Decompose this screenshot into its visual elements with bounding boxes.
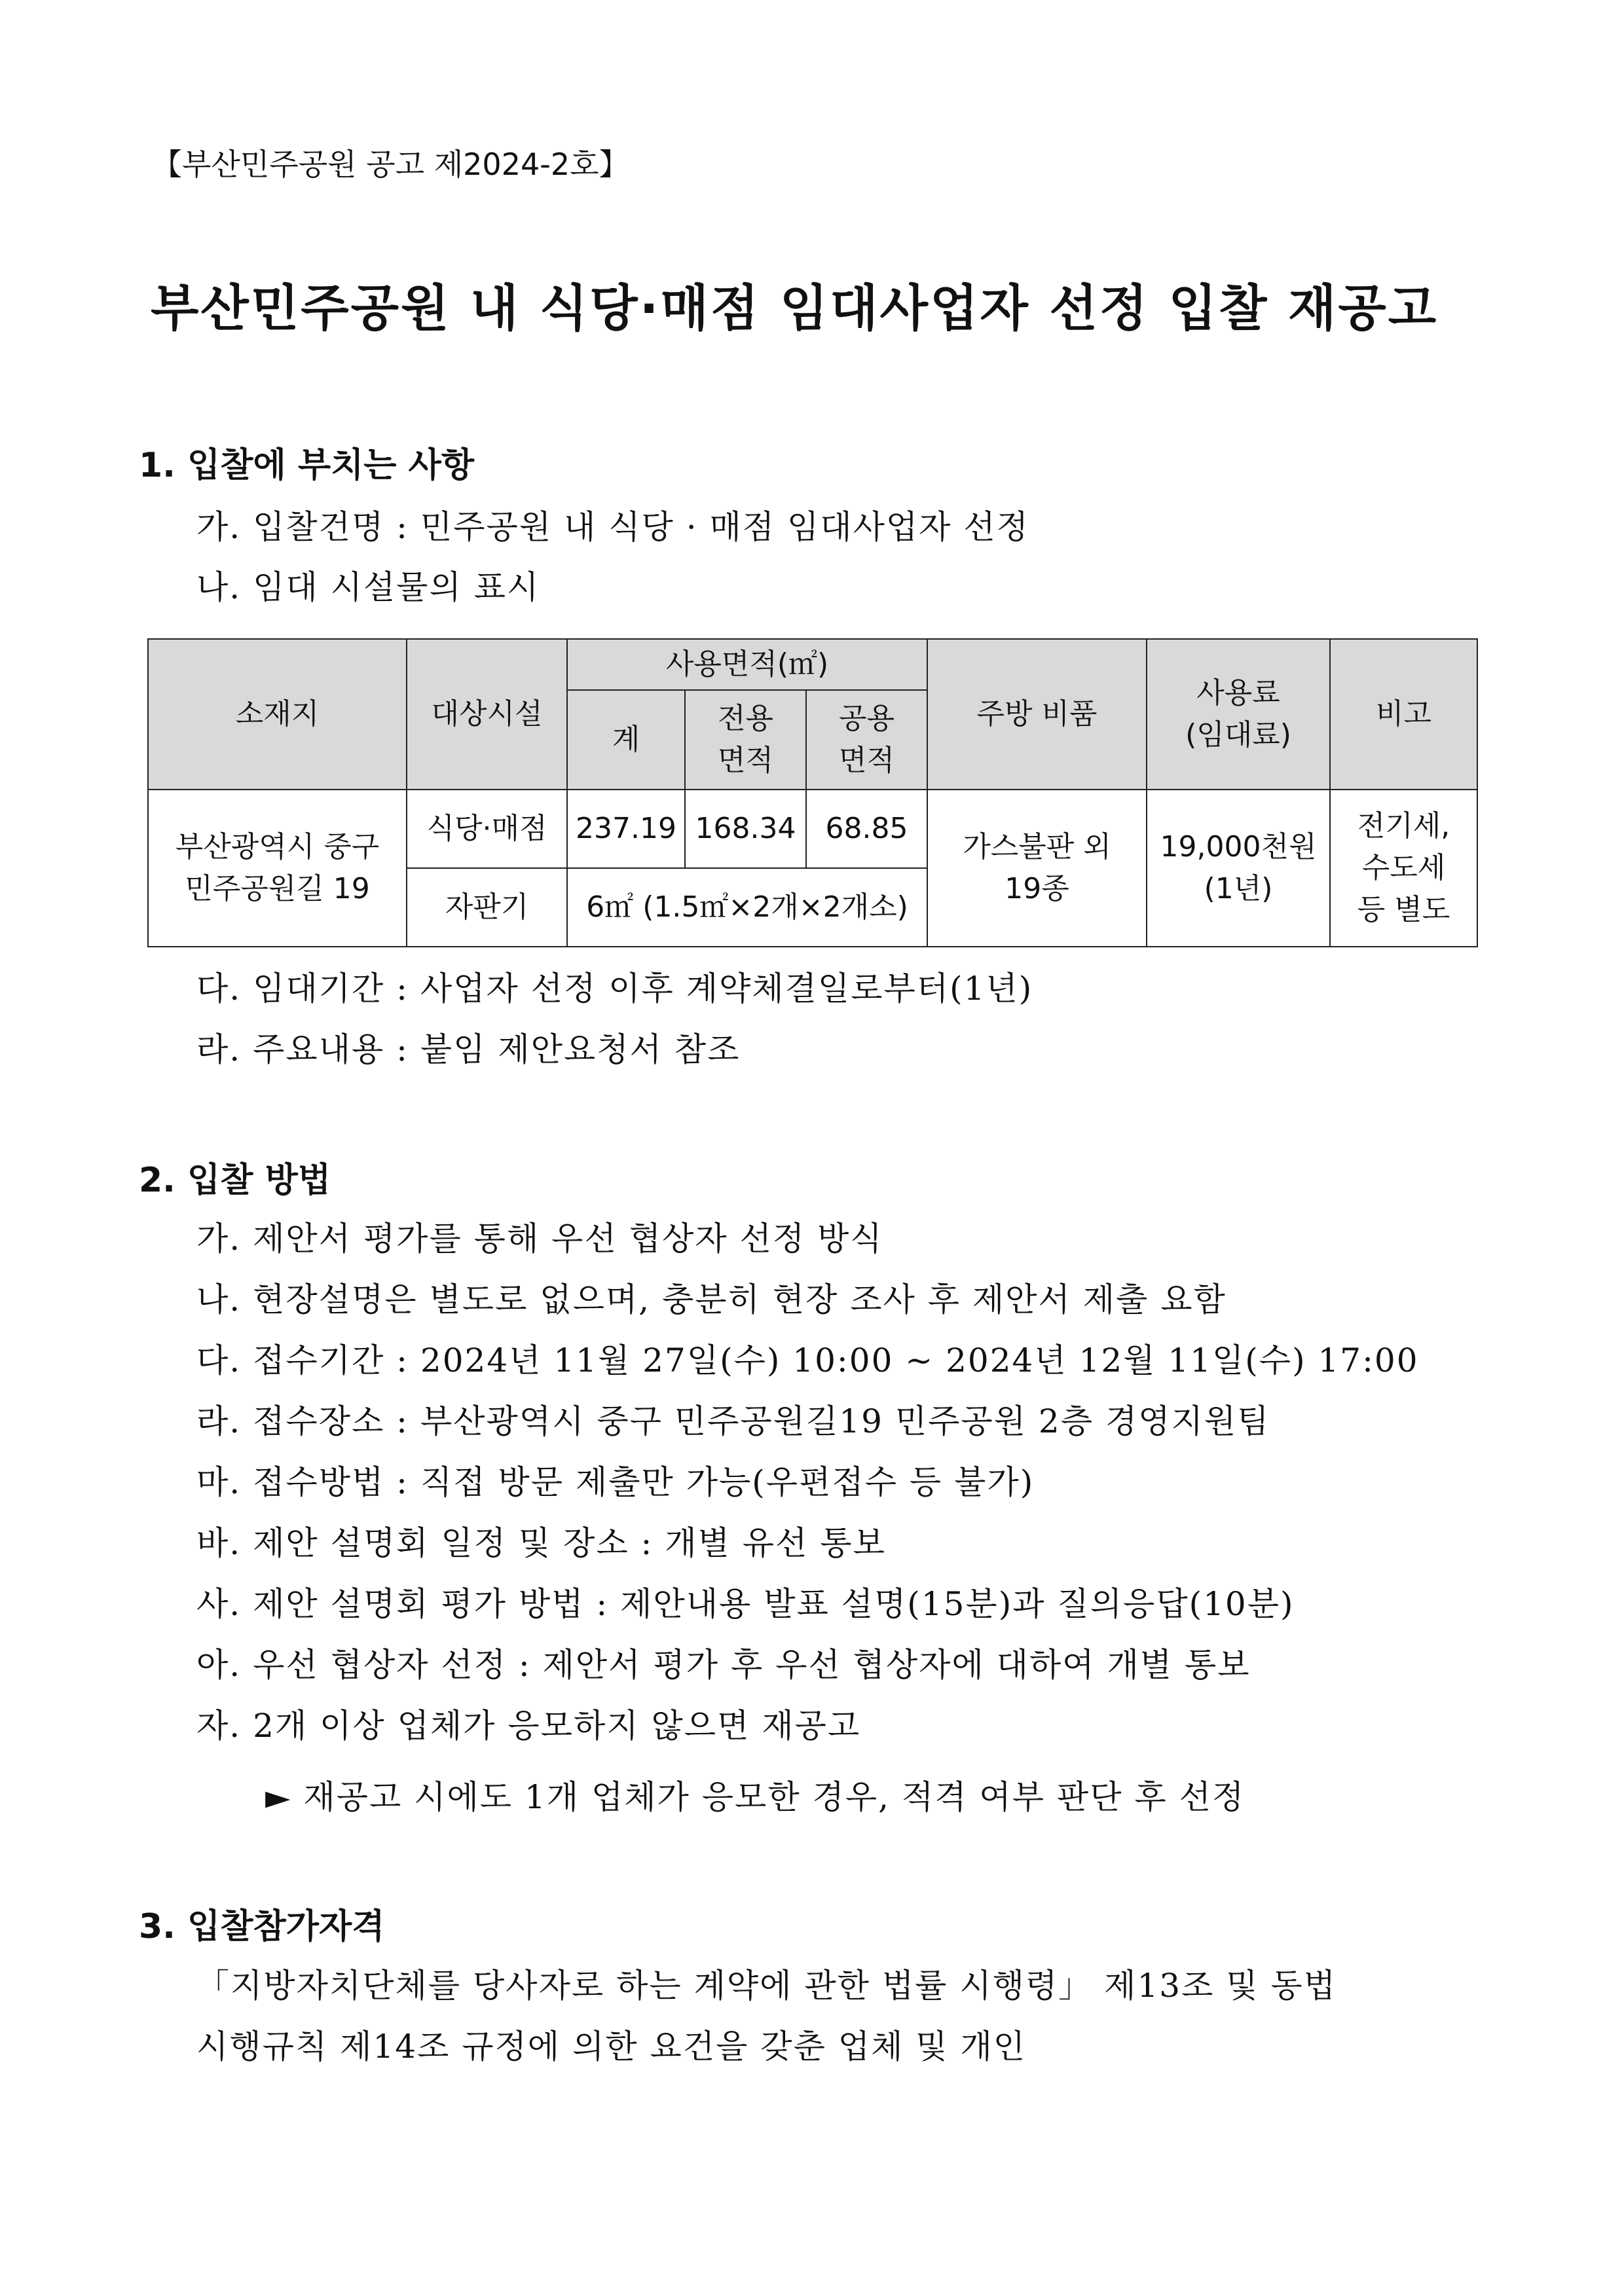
section2-item-na: 나. 현장설명은 별도로 없으며, 충분히 현장 조사 후 제안서 제출 요함 — [196, 1281, 1227, 1319]
cell-location — [148, 790, 407, 947]
header-location: 소재지 — [148, 639, 407, 790]
cell-remarks-line1: 전기세, — [1357, 809, 1450, 843]
header-common — [806, 690, 927, 790]
header-remarks: 비고 — [1330, 639, 1477, 790]
section2-item-da: 다. 접수기간 : 2024년 11월 27일(수) 10:00 ~ 2024년 12월 11일(수) 17:00 — [196, 1341, 1419, 1379]
header-total: 계 — [567, 690, 685, 790]
section1-item-da: 다. 임대기간 : 사업자 선정 이후 계약체결일로부터(1년) — [196, 970, 1033, 1008]
cell-exclusive-area: 168.34 — [685, 790, 806, 868]
section1-heading: 1. 입찰에 부치는 사항 — [139, 446, 475, 485]
section2-heading: 2. 입찰 방법 — [139, 1161, 331, 1200]
header-fee-line1: 사용료 — [1196, 676, 1280, 710]
section3-line1: 「지방자치단체를 당사자로 하는 계약에 관한 법률 시행령」 제13조 및 동법 — [196, 1967, 1337, 2005]
section2-item-ba: 바. 제안 설명회 일정 및 장소 : 개별 유선 통보 — [196, 1524, 886, 1562]
cell-location-line2: 민주공원길 19 — [185, 872, 370, 905]
section2-item-ma: 마. 접수방법 : 직접 방문 제출만 가능(우편접수 등 불가) — [196, 1463, 1035, 1501]
header-exclusive-line2: 면적 — [717, 744, 773, 777]
header-kitchen: 주방 비품 — [927, 639, 1147, 790]
cell-kitchen-line2: 19종 — [1005, 872, 1069, 905]
page-title: 부산민주공원 내 식당·매점 임대사업자 선정 입찰 재공고 — [151, 279, 1439, 337]
cell-common-area: 68.85 — [806, 790, 927, 868]
facility-table — [147, 638, 1478, 947]
cell-fee — [1147, 790, 1330, 947]
cell-fee-line2: (1년) — [1204, 872, 1273, 905]
cell-facility-restaurant: 식당·매점 — [407, 790, 567, 868]
cell-remarks — [1330, 790, 1477, 947]
section1-item-ra: 라. 주요내용 : 붙임 제안요청서 참조 — [196, 1030, 741, 1068]
header-common-line2: 면적 — [838, 744, 895, 777]
section2-item-sa: 사. 제안 설명회 평가 방법 : 제안내용 발표 설명(15분)과 질의응답(10분) — [196, 1585, 1295, 1623]
section3-line2: 시행규칙 제14조 규정에 의한 요건을 갖춘 업체 및 개인 — [196, 2028, 1027, 2066]
cell-total-area: 237.19 — [567, 790, 685, 868]
notice-number: 【부산민주공원 공고 제2024-2호】 — [152, 147, 629, 182]
cell-location-line1: 부산광역시 중구 — [175, 830, 380, 864]
header-exclusive — [685, 690, 806, 790]
section3-heading: 3. 입찰참가자격 — [139, 1907, 385, 1946]
header-fee-line2: (임대료) — [1185, 718, 1291, 752]
header-common-line1: 공용 — [838, 702, 895, 736]
section2-item-ra: 라. 접수장소 : 부산광역시 중구 민주공원길19 민주공원 2층 경영지원팀 — [196, 1402, 1270, 1440]
section1-item-ga: 가. 입찰건명 : 민주공원 내 식당 · 매점 임대사업자 선정 — [196, 508, 1029, 546]
cell-remarks-line3: 등 별도 — [1357, 892, 1450, 926]
section2-item-a: 아. 우선 협상자 선정 : 제안서 평가 후 우선 협상자에 대하여 개별 통보 — [196, 1646, 1251, 1684]
header-fee — [1147, 639, 1330, 790]
cell-vending-area: 6㎡ (1.5㎡×2개×2개소) — [567, 868, 927, 947]
header-area: 사용면적(㎡) — [567, 639, 927, 690]
cell-kitchen-line1: 가스불판 외 — [963, 830, 1111, 864]
cell-fee-line1: 19,000천원 — [1160, 830, 1317, 864]
section2-note: ► 재공고 시에도 1개 업체가 응모한 경우, 적격 여부 판단 후 선정 — [265, 1778, 1246, 1816]
section2-item-ga: 가. 제안서 평가를 통해 우선 협상자 선정 방식 — [196, 1220, 883, 1258]
cell-kitchen — [927, 790, 1147, 947]
section2-item-ja: 자. 2개 이상 업체가 응모하지 않으면 재공고 — [196, 1707, 861, 1745]
section1-item-na: 나. 임대 시설물의 표시 — [196, 568, 540, 606]
cell-remarks-line2: 수도세 — [1361, 851, 1446, 885]
cell-facility-vending: 자판기 — [407, 868, 567, 947]
header-facility: 대상시설 — [407, 639, 567, 790]
header-exclusive-line1: 전용 — [717, 702, 773, 736]
